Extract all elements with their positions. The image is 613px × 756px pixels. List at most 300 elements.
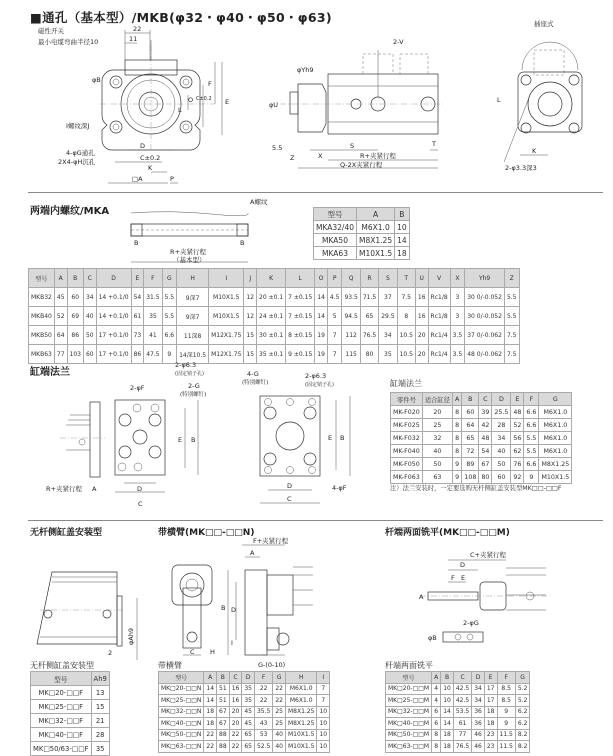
table-cell: 31.5 — [144, 288, 162, 307]
table-cell: 5.5 — [524, 432, 539, 445]
table-cell: 30 0/-0.052 — [465, 307, 505, 326]
table-cell: 65 — [360, 307, 378, 326]
label-special-screw-r: (特别螺钉) — [242, 380, 269, 386]
table-cell: MK□50-□□N — [159, 729, 204, 741]
label-t: T — [432, 140, 436, 148]
label-a: A — [92, 485, 97, 493]
column-header: K — [257, 269, 286, 288]
label-phi-b: φB — [428, 634, 437, 642]
label-d: D — [137, 485, 143, 493]
table-cell: M6X1.0 — [285, 683, 316, 695]
table-cell: 112 — [342, 326, 360, 345]
label-a: A — [250, 549, 255, 557]
table-cell: 52.5 — [254, 741, 272, 753]
label-p: P — [170, 175, 174, 183]
table-cell: 6.6 — [162, 326, 177, 345]
label-f: F — [208, 80, 212, 88]
label-a: A — [419, 593, 424, 601]
table-cell: 7 ±0.15 — [286, 307, 315, 326]
table-cell: 8 — [432, 729, 441, 741]
table-cell: 7.5 — [397, 288, 415, 307]
column-header: C — [479, 393, 492, 406]
table-cell: MKB50 — [29, 326, 55, 345]
table-cell: 60 — [462, 406, 479, 419]
label-d: D — [231, 606, 237, 614]
table-cell: M6X1.0 — [357, 221, 395, 234]
table-cell: 24 ±0.1 — [257, 307, 286, 326]
table-cell: MK□32-□□N — [159, 706, 204, 718]
label-counterbore: 2X4-φH沉孔 — [58, 158, 96, 166]
table-cell: 18 — [441, 741, 454, 753]
column-header: V — [428, 269, 450, 288]
table-cell: 21 — [91, 714, 109, 728]
table-cell: M10X1.5 — [357, 247, 395, 260]
table-cell: 25 — [273, 706, 286, 718]
label-pin-hole-r: 2-φ6.3 — [305, 372, 327, 380]
table-cell: 11.5 — [497, 741, 515, 753]
table-cell: 50 — [422, 458, 452, 471]
label-special-screw: (特别螺钉) — [180, 392, 207, 398]
label-basic-type: （基本型） — [173, 256, 206, 264]
table-row — [159, 741, 330, 753]
table-cell: M6X1.0 — [285, 695, 316, 707]
table-cell: 7 — [327, 345, 342, 364]
table-cell: 22 — [254, 683, 272, 695]
label-o: O — [188, 96, 194, 104]
table-cell: 8 — [397, 307, 415, 326]
table-cell: 43 — [254, 718, 272, 730]
column-header: B — [462, 393, 479, 406]
table-cell: MK□25-□□N — [159, 695, 204, 707]
table-cell: MK-F025 — [391, 419, 423, 432]
table-cell: M6X1.0 — [539, 445, 572, 458]
table-cell: 30 0/-0.052 — [465, 288, 505, 307]
table — [385, 671, 530, 753]
column-header: 型号 — [386, 672, 432, 684]
table-cell: MK□20-□□F — [31, 686, 92, 700]
table-cell: 65 — [242, 741, 255, 753]
table-cell: M10X1.5 — [209, 307, 244, 326]
label-g: G-(0-10) — [258, 661, 286, 669]
table-cell: 69 — [67, 307, 83, 326]
table-cell: 10 — [317, 741, 330, 753]
label-l: L — [497, 96, 501, 104]
column-header: C — [453, 672, 471, 684]
table-row — [31, 714, 110, 728]
label-c: C — [190, 648, 195, 656]
table-cell: MKA50 — [314, 234, 357, 247]
table-cell: 14 — [204, 683, 217, 695]
table-cell: 18 — [204, 718, 217, 730]
column-header: A — [357, 208, 395, 221]
table-cell: 34 — [379, 326, 397, 345]
table-cell: 19 — [315, 326, 328, 345]
table-cell: 15 — [244, 345, 257, 364]
table-cell: 6.6 — [524, 406, 539, 419]
table-cell: 36 — [472, 706, 485, 718]
label-b-r: B — [340, 434, 345, 442]
table-cell: MK□50/63-□□F — [31, 742, 92, 756]
table-cell: 40 — [492, 445, 511, 458]
table-row — [386, 718, 530, 730]
page-title: ■通孔（基本型）/MKB(φ32・φ40・φ50・φ63) — [30, 10, 332, 25]
table-cell: 20 — [229, 718, 242, 730]
column-header: H — [285, 672, 316, 684]
table-cell: 16 — [415, 307, 428, 326]
column-header: Ah9 — [91, 672, 109, 686]
table-cell: 45 — [242, 718, 255, 730]
table-cell: 35 ±0.1 — [257, 345, 286, 364]
table-cell: 14 — [204, 695, 217, 707]
table-cell: 17 — [484, 695, 497, 707]
table-cell: 4 — [432, 695, 441, 707]
flange-heading: 缸端法兰 — [30, 367, 70, 378]
column-header: E — [484, 672, 497, 684]
table-cell: 65 — [462, 432, 479, 445]
table-cell: 8 — [453, 432, 462, 445]
table-cell: MK□40-□□M — [386, 718, 432, 730]
table-cell: 13 — [91, 686, 109, 700]
table-cell: MK-F050 — [391, 458, 423, 471]
label-s: S — [350, 142, 355, 150]
table-cell: 3 — [450, 307, 465, 326]
label-d-r: D — [287, 482, 293, 490]
column-header: D — [242, 672, 255, 684]
table-cell: 22 — [273, 695, 286, 707]
table-cell: 20 — [229, 706, 242, 718]
label-phi-ah9: φAh9 — [127, 628, 135, 645]
label-22: 22 — [133, 25, 142, 33]
column-header: 型号 — [29, 269, 55, 288]
table-cell: 14 — [441, 706, 454, 718]
label-socket-type: 插座式 — [534, 20, 554, 28]
label-2-phi-g: 2-φG — [463, 619, 479, 627]
label-k: K — [532, 147, 537, 155]
label-11: 11 — [129, 35, 138, 43]
table-cell: 76 — [511, 458, 524, 471]
flange-note: 注）法兰安装时，一定要选购无杆侧缸盖安装型MK□□-□□F — [390, 485, 562, 492]
table-cell: 35 — [242, 695, 255, 707]
arm-heading: 带横臂(MK□□-□□N) — [158, 528, 255, 538]
table-cell: MK□20-□□M — [386, 683, 432, 695]
column-header: T — [397, 269, 415, 288]
column-header: Q — [342, 269, 360, 288]
table-cell: 8.2 — [515, 741, 530, 753]
table-cell: 46 — [472, 741, 485, 753]
label-b: B — [221, 604, 226, 612]
table-cell: 8 — [432, 741, 441, 753]
table-cell: 22 — [229, 729, 242, 741]
label-b-left: B — [134, 239, 139, 247]
table-cell: 76.5 — [453, 741, 471, 753]
label-r-stroke: R+夹紧行程 — [46, 485, 82, 493]
table-cell: 16 — [229, 695, 242, 707]
table-cell: M6X1.0 — [539, 406, 572, 419]
label-pin-hole: 2-φ6.3 — [175, 361, 197, 369]
column-header: Z — [504, 269, 519, 288]
table-cell: 14 +0.1/0 — [96, 288, 131, 307]
table-cell: 62 — [511, 445, 524, 458]
table-cell: 8 ±0.15 — [286, 326, 315, 345]
table-row — [159, 706, 330, 718]
table-cell: 88 — [217, 729, 230, 741]
column-header: 型号 — [159, 672, 204, 684]
table-cell: 8.2 — [515, 729, 530, 741]
table-cell: MK□63-□□M — [386, 741, 432, 753]
table-cell: 40 — [273, 741, 286, 753]
label-f: F — [451, 574, 455, 582]
label-e: E — [178, 436, 183, 444]
table-cell: 8 — [453, 419, 462, 432]
table-cell: 18 — [395, 247, 410, 260]
rod-flat-table-title: 杆端两面铣平 — [385, 661, 433, 670]
table-cell: 18 — [484, 706, 497, 718]
table-cell: 7.5 — [504, 326, 519, 345]
table-cell: 23 — [484, 741, 497, 753]
table-cell: 60 — [67, 288, 83, 307]
column-header: C — [83, 269, 96, 288]
table-cell: 42 — [479, 419, 492, 432]
table-cell: 115 — [342, 345, 360, 364]
table-cell: 8.5 — [497, 683, 515, 695]
table-cell: 60 — [492, 471, 511, 484]
table-cell: 14深10.5 — [177, 345, 209, 364]
table-cell: 9 — [524, 471, 539, 484]
column-header: G — [162, 269, 177, 288]
table-cell: MK-F063 — [391, 471, 423, 484]
flange-table-title: 缸端法兰 — [390, 379, 422, 388]
column-header: 型号 — [31, 672, 92, 686]
table-cell: 5.2 — [515, 695, 530, 707]
table-cell: 32 — [422, 432, 452, 445]
table-cell: 77 — [54, 345, 67, 364]
table-cell: MKA63 — [314, 247, 357, 260]
table-cell: 6.2 — [515, 718, 530, 730]
label-c: C — [138, 500, 143, 508]
column-header: I — [317, 672, 330, 684]
label-d: D — [460, 561, 466, 569]
arm-table — [158, 671, 330, 753]
rodless-cover-table — [30, 671, 110, 756]
table-cell: 22 — [229, 741, 242, 753]
table-cell: 35 — [242, 683, 255, 695]
table-cell: 5 — [327, 307, 342, 326]
label-z: Z — [290, 154, 295, 162]
table-cell: 10.5 — [397, 345, 415, 364]
table-cell: 80 — [360, 345, 378, 364]
table-cell: 64 — [462, 419, 479, 432]
table-cell: MK-F032 — [391, 432, 423, 445]
table-cell: 22 — [204, 741, 217, 753]
table-cell: 6.2 — [515, 706, 530, 718]
table-cell: 17 — [484, 683, 497, 695]
table-cell: 47.5 — [144, 345, 162, 364]
table-cell: 7.5 — [504, 345, 519, 364]
label-phi-u: φU — [269, 101, 279, 109]
label-min-cable-radius: 最小电缆弯曲半径10 — [38, 38, 99, 46]
label-l: L — [178, 106, 182, 114]
table-cell: 25.5 — [492, 406, 511, 419]
column-header: P — [327, 269, 342, 288]
label-i: I — [231, 639, 233, 647]
table-cell: 10 — [317, 718, 330, 730]
table-cell: 7 — [327, 326, 342, 345]
table-cell: 3.5 — [450, 326, 465, 345]
column-header: 型号 — [314, 208, 357, 221]
table-cell: 15 — [91, 700, 109, 714]
table-cell: 3.5 — [450, 345, 465, 364]
table-cell: 5.5 — [162, 288, 177, 307]
table-cell: 12 — [244, 288, 257, 307]
table-cell: 50 — [492, 458, 511, 471]
table-cell: M10X1.5 — [209, 288, 244, 307]
label-c-stroke: C+夹紧行程 — [470, 551, 506, 559]
table-cell: MK□40-□□F — [31, 728, 92, 742]
table-cell: 86 — [67, 326, 83, 345]
table-cell: M8X1.25 — [357, 234, 395, 247]
table-cell: 36 — [472, 718, 485, 730]
label-k: K — [148, 164, 153, 172]
table-cell: 14 — [315, 288, 328, 307]
table-cell: M8X1.25 — [285, 706, 316, 718]
column-header: A — [54, 269, 67, 288]
column-header: I — [209, 269, 244, 288]
table-cell: 34 — [472, 683, 485, 695]
table-cell: 40 — [83, 307, 96, 326]
label-4-phi-f: 4-φF — [332, 484, 347, 492]
rodless-cover-heading: 无杆侧缸盖安装型 — [30, 528, 103, 538]
table-cell: MK□25-□□F — [31, 700, 92, 714]
table-cell: M12X1.75 — [209, 326, 244, 345]
label-pin-hole-note: (固定销子孔) — [175, 371, 204, 377]
table-cell: MK□32-□□F — [31, 714, 92, 728]
table-cell: 80 — [479, 471, 492, 484]
table-row — [386, 741, 530, 753]
table-cell: M6X1.0 — [539, 419, 572, 432]
table-cell: 15 — [244, 326, 257, 345]
table-row — [386, 695, 530, 707]
table-cell: 103 — [67, 345, 83, 364]
label-magnetic-switch: 磁性开关 — [38, 27, 64, 35]
table-cell: 20 — [422, 406, 452, 419]
table-row — [386, 706, 530, 718]
column-header: A — [453, 393, 462, 406]
table-cell: MK□25-□□M — [386, 695, 432, 707]
table-cell: 23 — [484, 729, 497, 741]
table-row — [386, 729, 530, 741]
column-header: H — [177, 269, 209, 288]
table-cell: 92 — [511, 471, 524, 484]
table-cell: M6X1.0 — [539, 432, 572, 445]
table-cell: 86 — [131, 345, 144, 364]
table-cell: 77 — [453, 729, 471, 741]
table-cell: 48 0/-0.062 — [465, 345, 505, 364]
table-cell: 48 — [511, 406, 524, 419]
column-header: A — [432, 672, 441, 684]
table-cell: 88 — [217, 741, 230, 753]
table-cell: 73 — [131, 326, 144, 345]
table-cell: 51 — [217, 683, 230, 695]
table-cell: 42.5 — [453, 695, 471, 707]
table-row — [159, 683, 330, 695]
table-cell: 34 — [83, 288, 96, 307]
column-header: L — [286, 269, 315, 288]
table-cell: 19 — [315, 345, 328, 364]
table-cell: MKA32/40 — [314, 221, 357, 234]
table-cell: 42.5 — [453, 683, 471, 695]
table-cell: 76.5 — [360, 326, 378, 345]
table-cell: 9 — [162, 345, 177, 364]
table-cell: 10.5 — [397, 326, 415, 345]
column-header: F — [254, 672, 272, 684]
column-header: O — [315, 269, 328, 288]
table-cell: 18 — [441, 729, 454, 741]
column-header: F — [497, 672, 515, 684]
table-cell: 93.5 — [342, 288, 360, 307]
label-through-hole: 4-φG通孔 — [66, 149, 95, 157]
label-q-stroke: Q-2X夹紧行程 — [340, 161, 383, 169]
table-cell: 52 — [511, 419, 524, 432]
table-cell: MKB32 — [29, 288, 55, 307]
table-cell: 46 — [472, 729, 485, 741]
table-cell: 14 — [441, 718, 454, 730]
table-cell: 67 — [217, 706, 230, 718]
rod-flat-table — [385, 671, 530, 753]
table-row — [31, 728, 110, 742]
table-cell: MK□63-□□N — [159, 741, 204, 753]
table-cell: 50 — [83, 326, 96, 345]
table-cell: M8X1.25 — [285, 718, 316, 730]
table-cell: M10X1.5 — [285, 741, 316, 753]
label-e-r: E — [328, 434, 333, 442]
column-header: U — [415, 269, 428, 288]
table-cell: 9 — [497, 706, 515, 718]
table-cell: 20 ±0.1 — [257, 288, 286, 307]
table-cell: 67 — [217, 718, 230, 730]
table-cell: 9 — [497, 718, 515, 730]
table-cell: 22 — [273, 683, 286, 695]
label-c-r: C — [287, 495, 292, 503]
table-cell: M10X1.5 — [539, 471, 572, 484]
table-cell: 6 — [432, 706, 441, 718]
table-cell: M10X1.5 — [285, 729, 316, 741]
table-cell: 61 — [453, 718, 471, 730]
table-cell: 18 — [204, 706, 217, 718]
label-b: B — [191, 436, 196, 444]
label-d: D — [140, 142, 146, 150]
table-cell: 67 — [479, 458, 492, 471]
table-cell: 89 — [462, 458, 479, 471]
label-pin-hole-note-r: (固定销子孔) — [305, 382, 334, 388]
column-header: 适合缸径 — [422, 393, 452, 406]
table-cell: 10 — [317, 729, 330, 741]
label-2: 2 — [108, 649, 113, 657]
table-cell: 37 — [379, 288, 397, 307]
table-cell: MK□20-□□N — [159, 683, 204, 695]
table-cell: 14 +0.1/0 — [96, 307, 131, 326]
table-cell: 35 — [144, 307, 162, 326]
label-f-stroke: F+夹紧行程 — [253, 537, 289, 545]
table-cell: 4.5 — [327, 288, 342, 307]
label-yh9: φYh9 — [297, 66, 314, 74]
table-cell: 53.5 — [453, 706, 471, 718]
table-cell: 7 — [317, 683, 330, 695]
table-header-row — [31, 672, 110, 686]
table-cell: 7 ±0.15 — [286, 288, 315, 307]
label-5-5: 5.5 — [272, 144, 283, 152]
table-cell: 5.5 — [504, 307, 519, 326]
table-cell: 45 — [242, 706, 255, 718]
